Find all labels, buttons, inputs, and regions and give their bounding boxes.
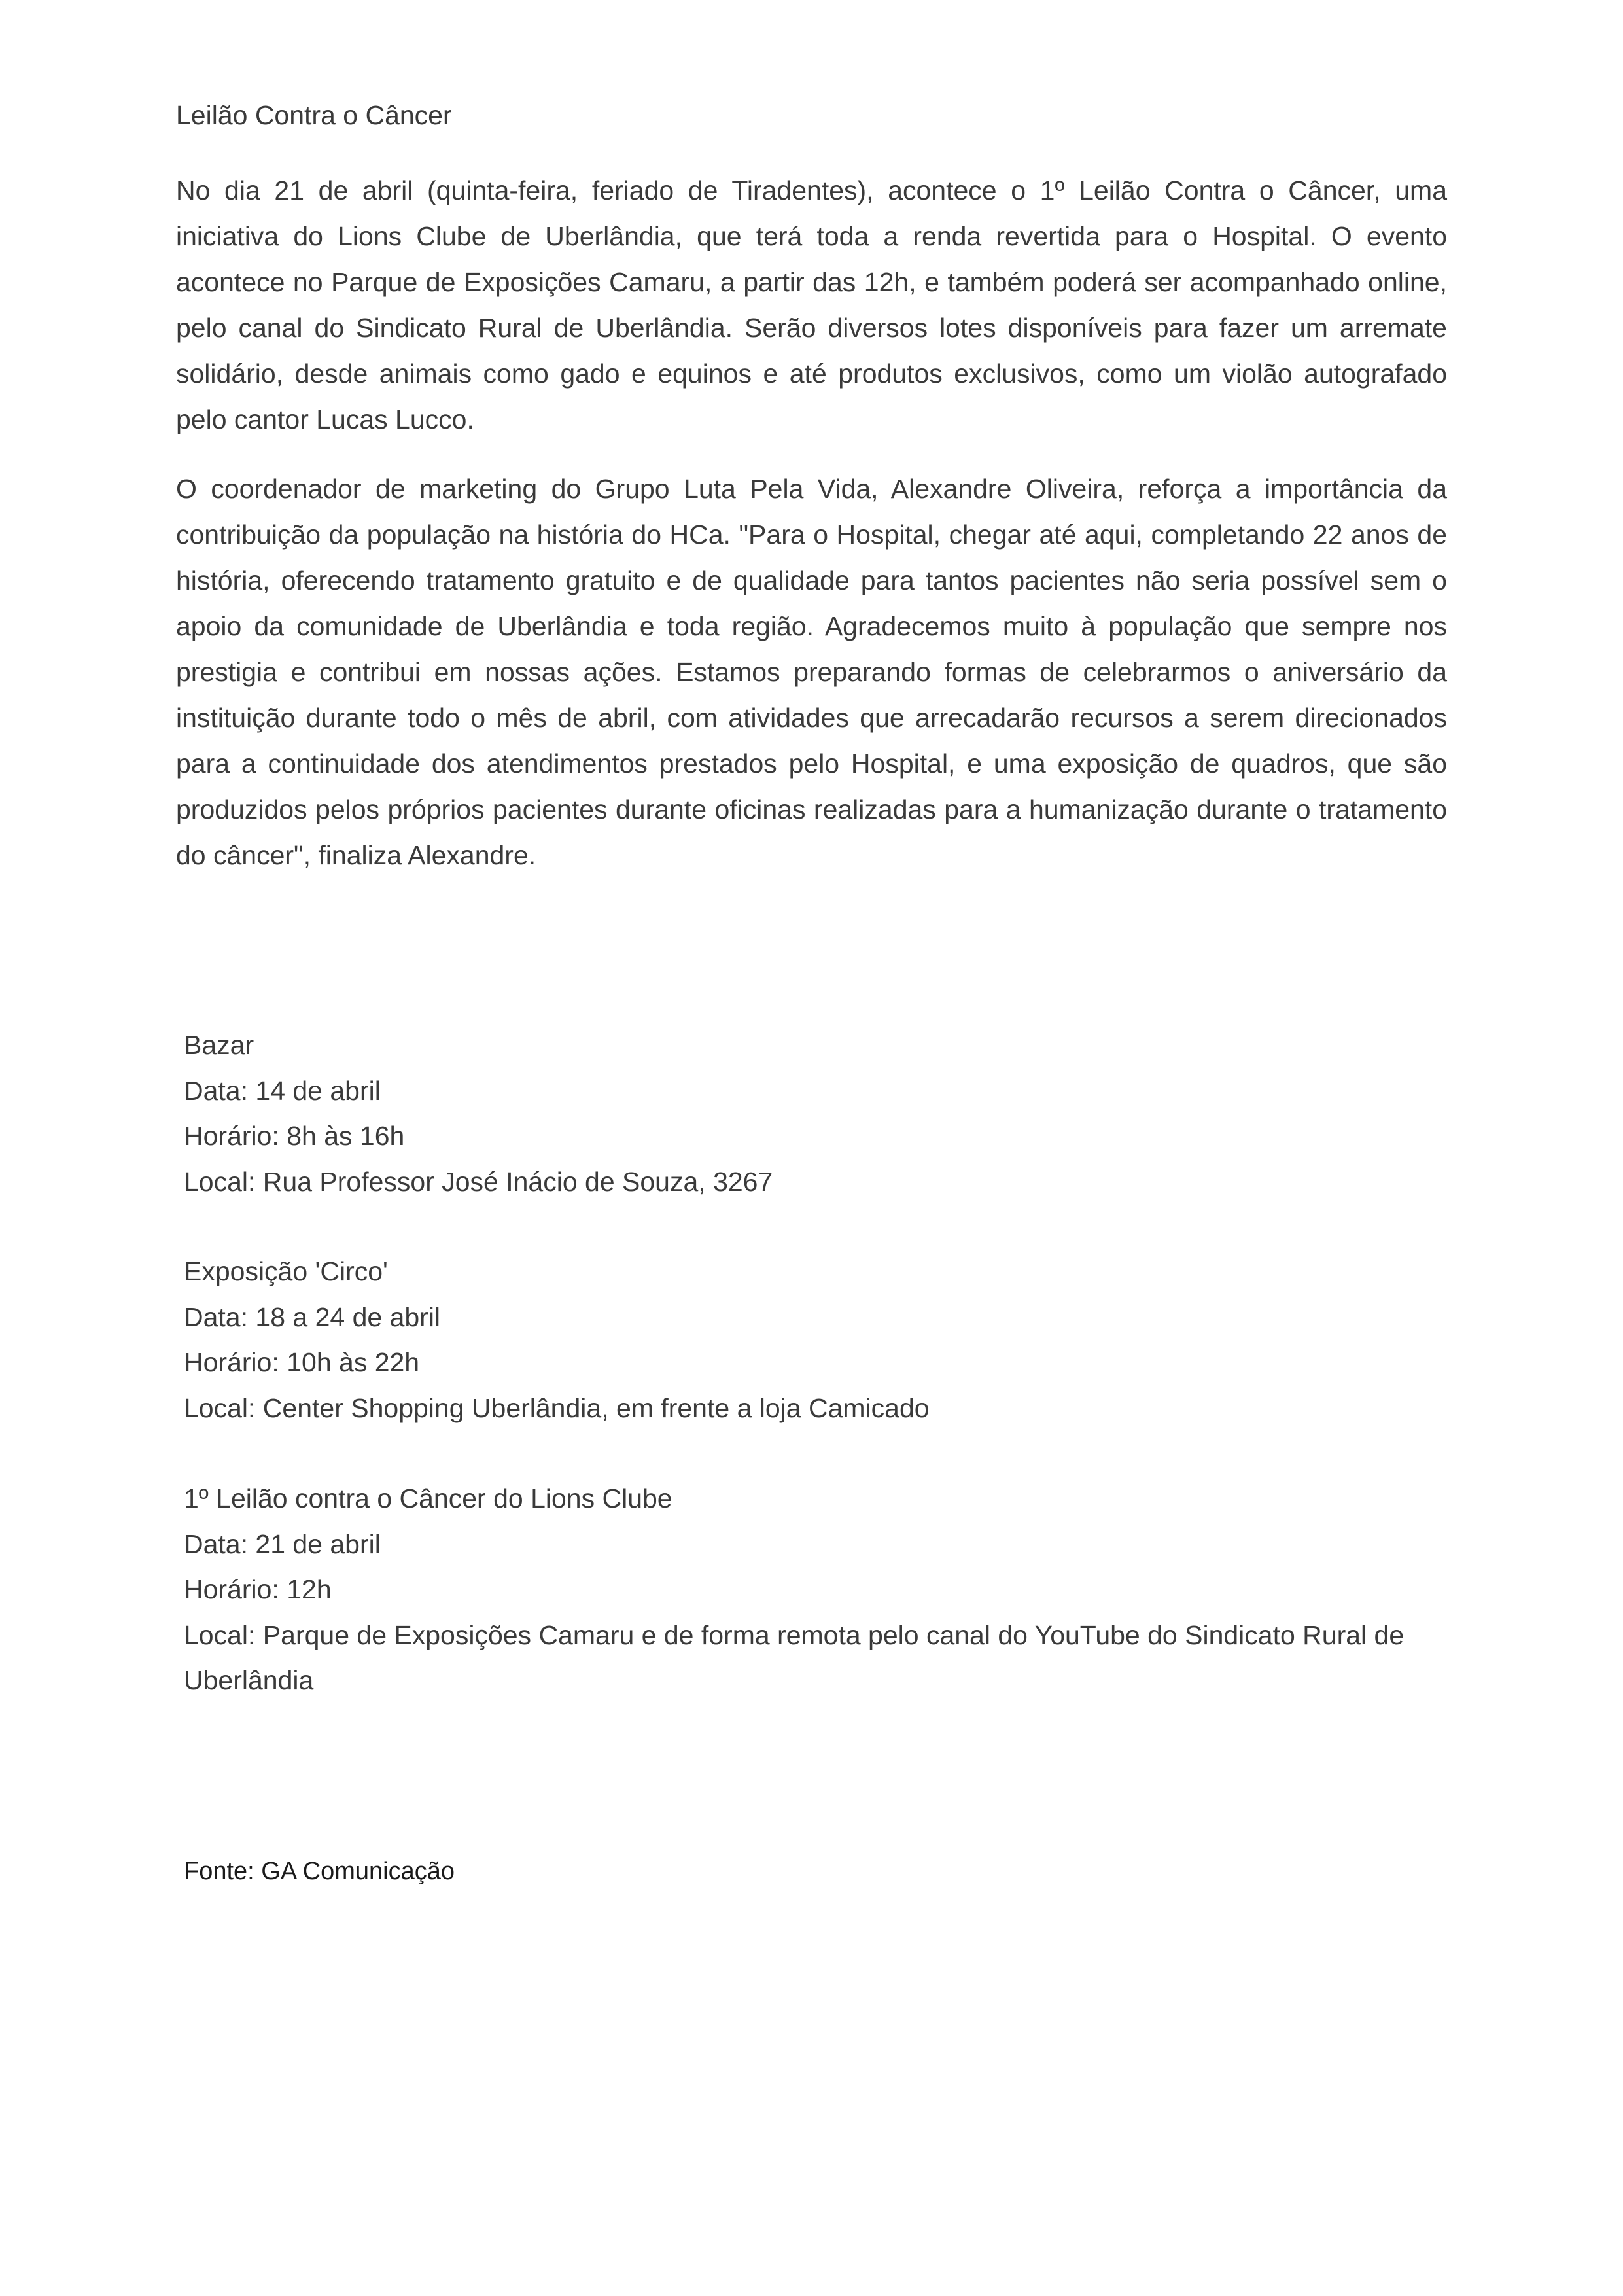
event-name: 1º Leilão contra o Câncer do Lions Clube [184, 1483, 672, 1513]
article-paragraph-1: No dia 21 de abril (quinta-feira, feriado de Tiradentes), acontece o 1º Leilão Contra o Câncer, uma iniciativa do Lions Clube de Uberlândia, que terá toda a renda revertida para o Hospital. O evento acontece no Parque de Exposições Camaru, a partir das 12h, e também poderá ser acompanhado online, pelo canal do Sindicato Rural de Uberlândia. Serão diversos lotes disponíveis para fazer um arremate solidário, desde animais como gado e equinos e até produtos exclusivos, como um violão autografado pelo cantor Lucas Lucco. [176, 175, 1447, 434]
event-date: Data: 14 de abril [184, 1075, 381, 1106]
event-time: Horário: 12h [184, 1574, 332, 1604]
event-location: Local: Parque de Exposições Camaru e de forma remota pelo canal do YouTube do Sindicato Rural de Uberlândia [184, 1619, 1405, 1695]
event-location: Local: Rua Professor José Inácio de Souza, 3267 [184, 1166, 773, 1197]
event-exposicao-circo [184, 1249, 1453, 1431]
event-leilao-lions [184, 1476, 1453, 1704]
article-title: Leilão Contra o Câncer [176, 100, 452, 130]
event-location: Local: Center Shopping Uberlândia, em frente a loja Camicado [184, 1392, 930, 1423]
event-name: Bazar [184, 1030, 254, 1060]
event-date: Data: 21 de abril [184, 1528, 381, 1559]
event-time: Horário: 10h às 22h [184, 1347, 420, 1377]
event-time: Horário: 8h às 16h [184, 1121, 405, 1151]
event-date: Data: 18 a 24 de abril [184, 1301, 441, 1332]
event-name: Exposição 'Circo' [184, 1256, 388, 1286]
source-credit: Fonte: GA Comunicação [184, 1858, 455, 1885]
article-paragraph-2: O coordenador de marketing do Grupo Luta Pela Vida, Alexandre Oliveira, reforça a importância da contribuição da população na história do HCa. "Para o Hospital, chegar até aqui, completando 22 anos de história, oferecendo tratamento gratuito e de qualidade para tantos pacientes não seria possível sem o apoio da comunidade de Uberlândia e toda região. Agradecemos muito à população que sempre nos prestigia e contribui em nossas ações. Estamos preparando formas de celebrarmos o aniversário da instituição durante todo o mês de abril, com atividades que arrecadarão recursos a serem direcionados para a continuidade dos atendimentos prestados pelo Hospital, e uma exposição de quadros, que são produzidos pelos próprios pacientes durante oficinas realizadas para a humanização durante o tratamento do câncer", finaliza Alexandre. [176, 474, 1447, 870]
event-bazar [184, 1023, 1453, 1205]
